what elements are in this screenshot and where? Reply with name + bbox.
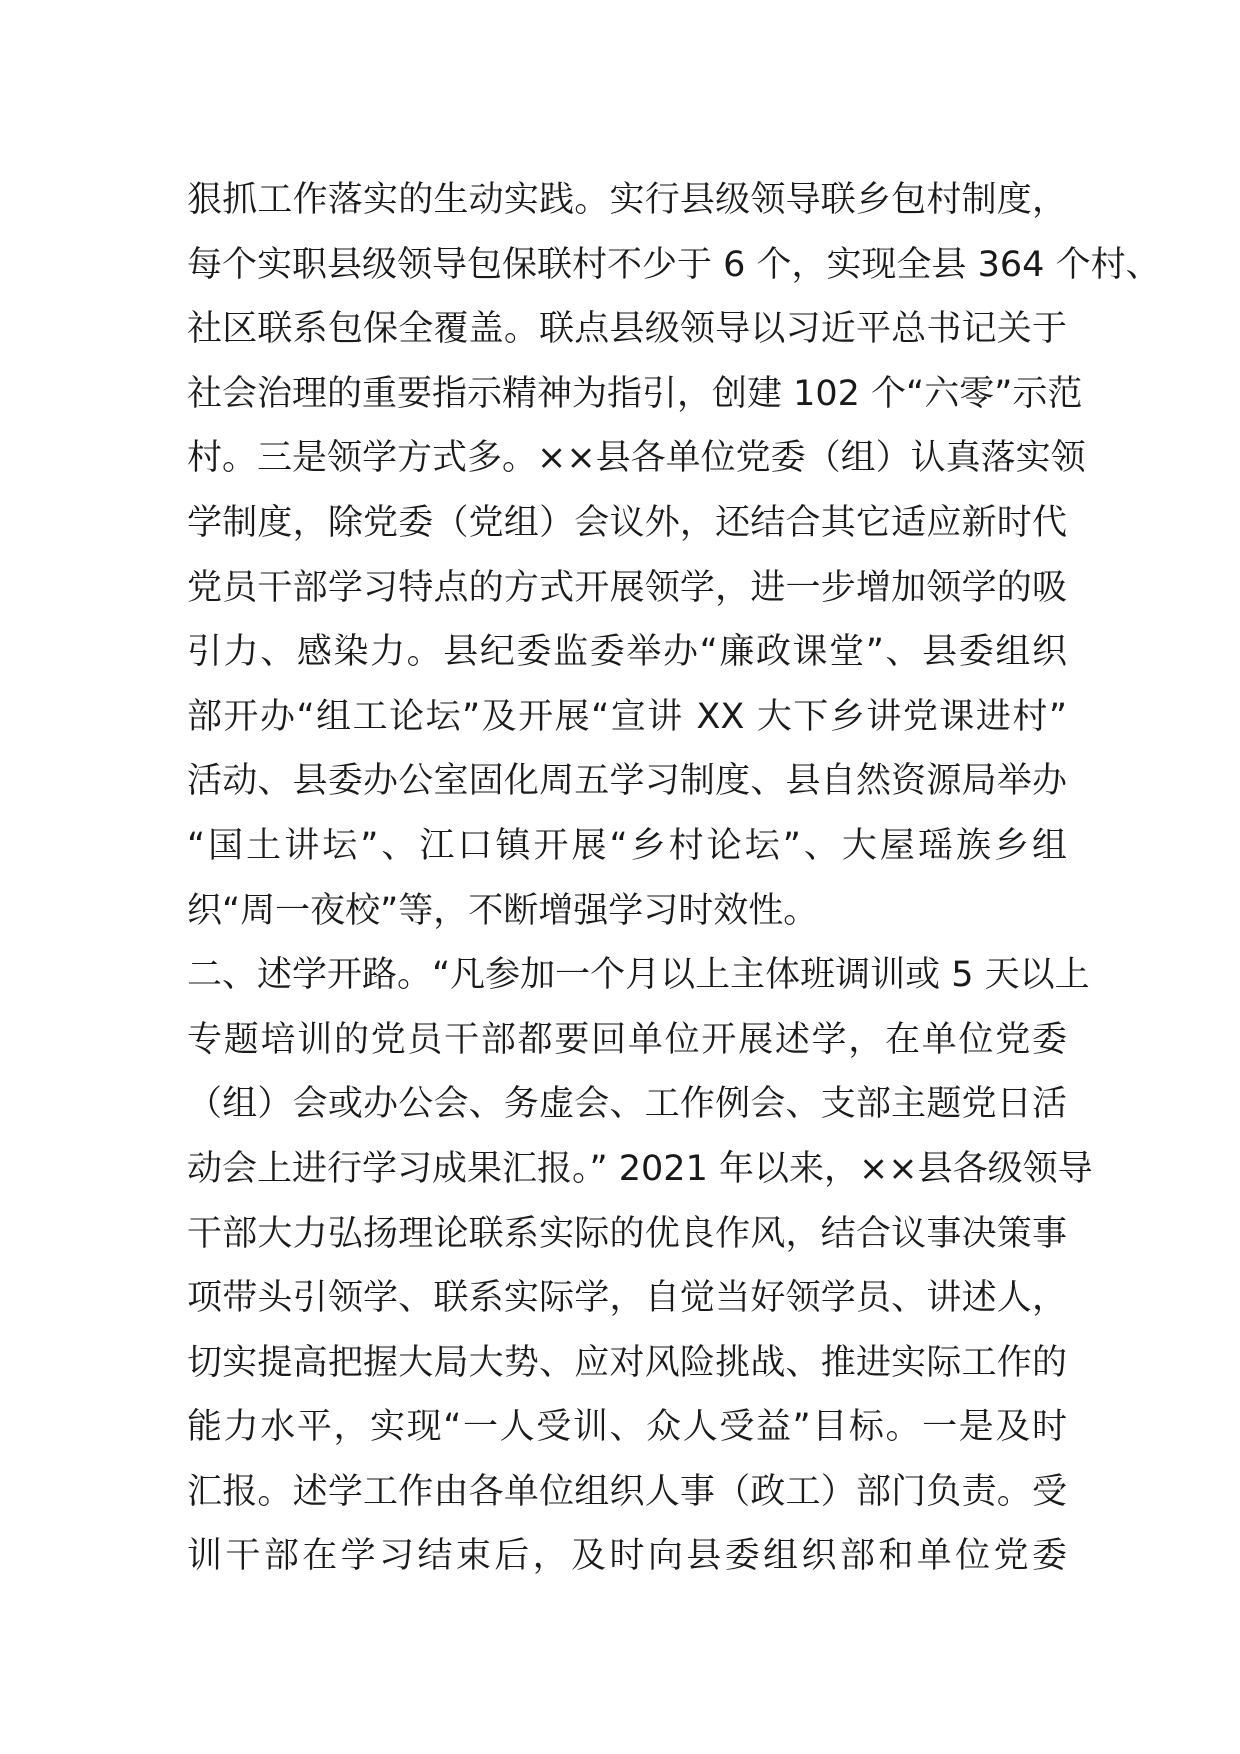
text-line: 活动、县委办公室固化周五学习制度、县自然资源局举办 (187, 761, 1067, 802)
text-line: 部开办“组工论坛”及开展“宣讲 XX 大下乡讲党课进村” (187, 696, 1067, 737)
text-line: 每个实职县级领导包保联村不少于 6 个，实现全县 364 个村、 (187, 244, 1161, 285)
text-line: 能力水平，实现“一人受训、众人受益”目标。一是及时 (187, 1407, 1067, 1448)
text-line: 社会治理的重要指示精神为指引，创建 102 个“六零”示范 (187, 373, 1083, 414)
text-line: 社区联系包保全覆盖。联点县级领导以习近平总书记关于 (187, 309, 1067, 350)
text-line: 项带头引领学、联系实际学，自觉当好领学员、讲述人， (187, 1278, 1067, 1319)
text-line: 专题培训的党员干部都要回单位开展述学，在单位党委 (187, 1019, 1067, 1060)
text-line: 汇报。述学工作由各单位组织人事（政工）部门负责。受 (187, 1471, 1067, 1512)
section-heading-line: 二、述学开路。“凡参加一个月以上主体班调训或 5 天以上 (187, 955, 1090, 996)
text-line: 学制度，除党委（党组）会议外，还结合其它适应新时代 (187, 502, 1067, 543)
text-line: 干部大力弘扬理论联系实际的优良作风，结合议事决策事 (187, 1213, 1067, 1254)
text-line: 动会上进行学习成果汇报。” 2021 年以来，××县各级领导 (187, 1148, 1093, 1189)
text-line: （组）会或办公会、务虚会、工作例会、支部主题党日活 (187, 1084, 1067, 1125)
text-line: 引力、感染力。县纪委监委举办“廉政课堂”、县委组织 (187, 632, 1067, 673)
text-line: 党员干部学习特点的方式开展领学，进一步增加领学的吸 (187, 567, 1067, 608)
body-text (187, 168, 1161, 1589)
text-line: 村。三是领学方式多。××县各单位党委（组）认真落实领 (187, 438, 1086, 479)
paragraph-end-line: 织“周一夜校”等，不断增强学习时效性。 (187, 890, 819, 931)
text-line: 训干部在学习结束后，及时向县委组织部和单位党委 (187, 1536, 1067, 1577)
text-line: 切实提高把握大局大势、应对风险挑战、推进实际工作的 (187, 1342, 1067, 1383)
text-line: “国土讲坛”、江口镇开展“乡村论坛”、大屋瑶族乡组 (187, 825, 1067, 866)
text-line: 狠抓工作落实的生动实践。实行县级领导联乡包村制度， (187, 180, 1067, 220)
